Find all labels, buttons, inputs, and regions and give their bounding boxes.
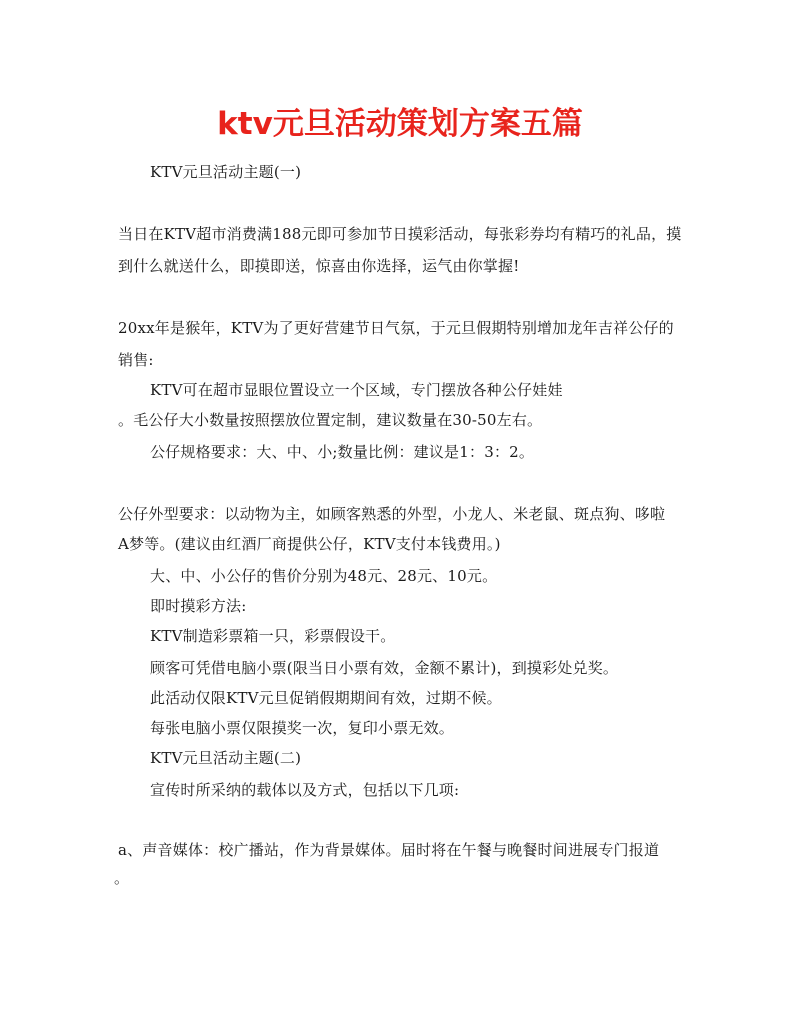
paragraph-line: KTV制造彩票箱一只，彩票假设干。	[150, 627, 396, 645]
paragraph-line: 20xx年是猴年，KTV为了更好营建节日气氛，于元旦假期特别增加龙年吉祥公仔的	[118, 319, 674, 337]
paragraph-line: 公仔外型要求：以动物为主，如顾客熟悉的外型，小龙人、米老鼠、斑点狗、哆啦	[118, 505, 666, 523]
paragraph-line: 销售:	[118, 351, 154, 369]
section-heading-1: KTV元旦活动主题(一)	[150, 163, 302, 181]
paragraph-line: A梦等。(建议由红酒厂商提供公仔，KTV支付本钱费用。)	[118, 535, 501, 553]
paragraph-line: 到什么就送什么，即摸即送，惊喜由你选择，运气由你掌握!	[118, 257, 520, 275]
paragraph-line: a、声音媒体：校广播站，作为背景媒体。届时将在午餐与晚餐时间进展专门报道	[118, 841, 660, 859]
paragraph-line: 当日在KTV超市消费满188元即可参加节日摸彩活动，每张彩券均有精巧的礼品，摸	[118, 225, 682, 243]
paragraph-line: 宣传时所采纳的载体以及方式，包括以下几项:	[150, 781, 460, 799]
paragraph-line: 每张电脑小票仅限摸奖一次，复印小票无效。	[150, 719, 455, 737]
section-heading-2: KTV元旦活动主题(二)	[150, 749, 302, 767]
paragraph-line: 此活动仅限KTV元旦促销假期期间有效，过期不候。	[150, 689, 502, 707]
document-title: ktv元旦活动策划方案五篇	[217, 106, 583, 142]
paragraph-line: 公仔规格要求：大、中、小;数量比例：建议是1：3：2。	[150, 443, 535, 461]
paragraph-line: KTV可在超市显眼位置设立一个区域，专门摆放各种公仔娃娃	[150, 381, 563, 399]
paragraph-line: 。毛公仔大小数量按照摆放位置定制，建议数量在30-50左右。	[118, 411, 543, 429]
paragraph-line: 。	[114, 869, 130, 887]
paragraph-line: 即时摸彩方法:	[150, 597, 247, 615]
paragraph-line: 大、中、小公仔的售价分别为48元、28元、10元。	[150, 567, 498, 585]
paragraph-line: 顾客可凭借电脑小票(限当日小票有效，金额不累计)，到摸彩处兑奖。	[150, 659, 619, 677]
